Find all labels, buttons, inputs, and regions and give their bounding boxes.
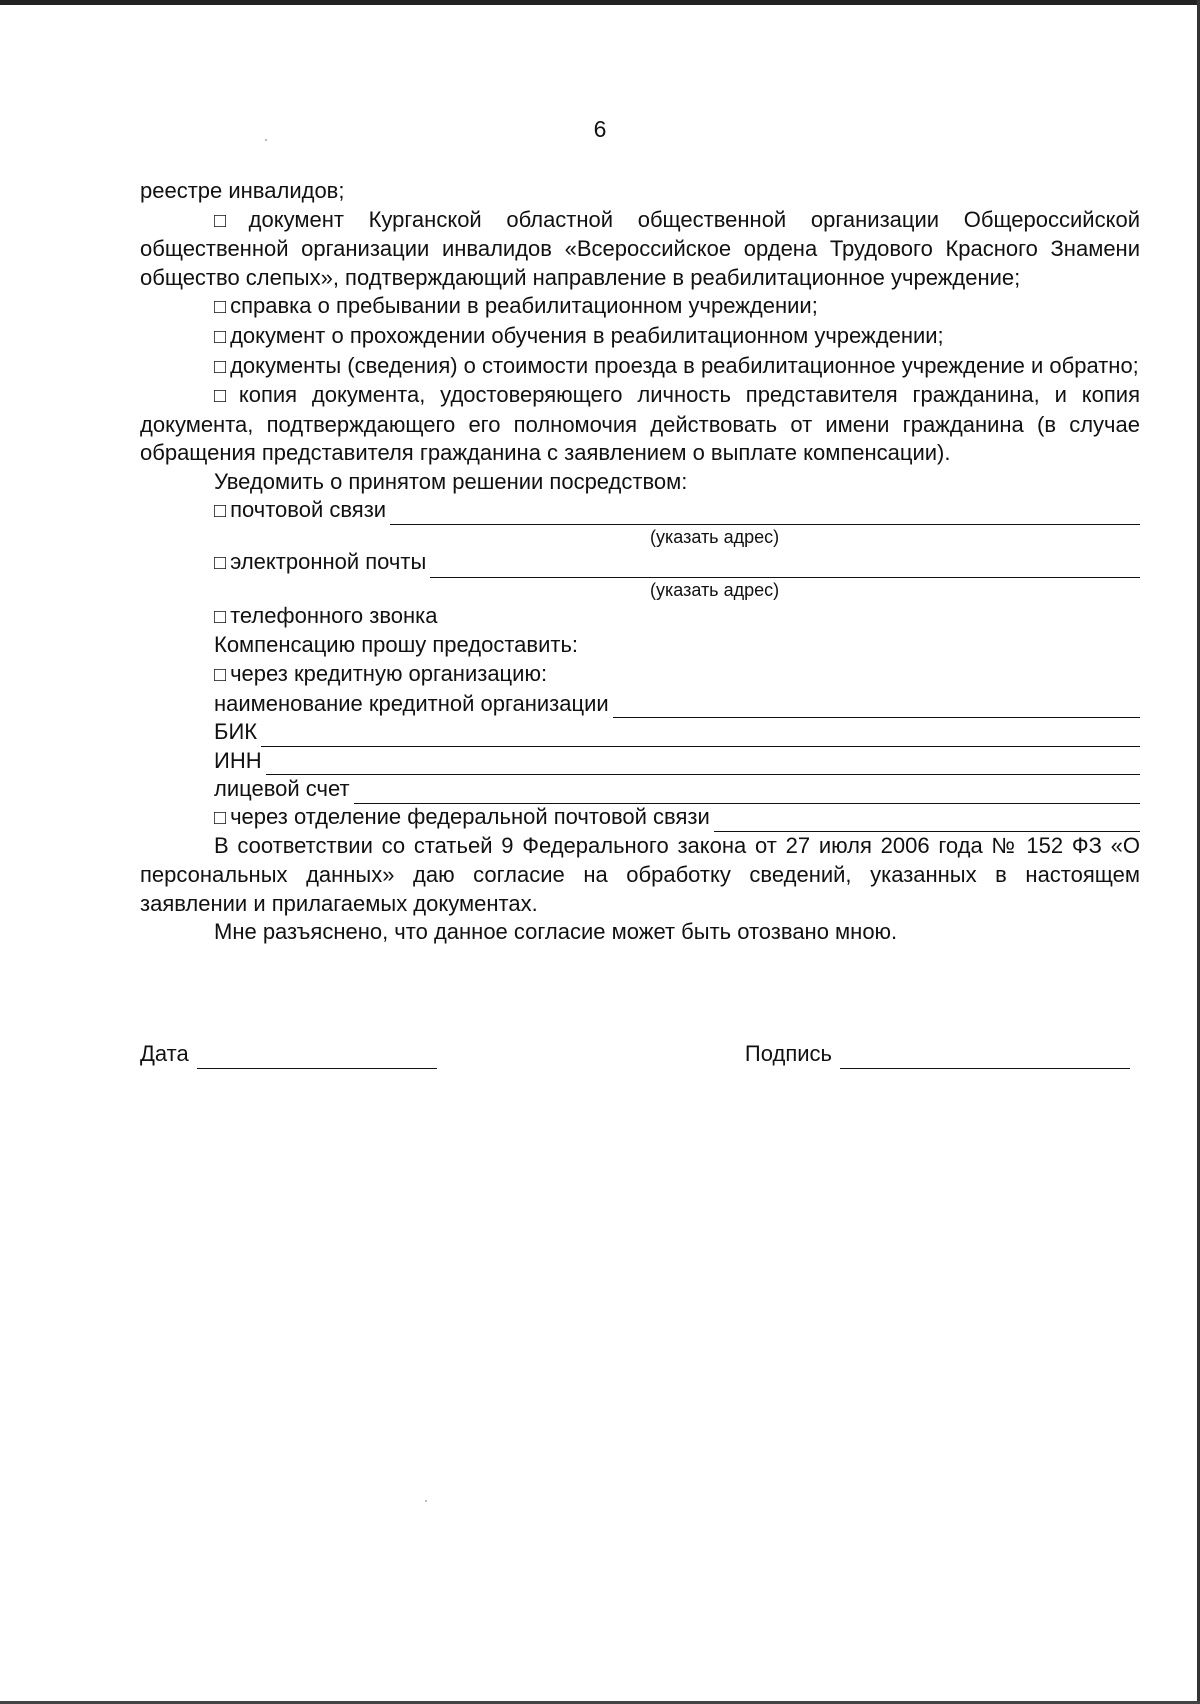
checkbox-icon[interactable]: □ xyxy=(214,296,227,319)
paragraph-registry: реестре инвалидов; xyxy=(140,178,345,203)
item-text: документы (сведения) о стоимости проезда в реабилитационное учреждение и обратно; xyxy=(230,352,1139,378)
post-office-field[interactable] xyxy=(714,810,1140,832)
inn-field[interactable] xyxy=(266,753,1140,775)
item-text: справка о пребывании в реабилитационном учреждении; xyxy=(230,293,818,319)
bik-row xyxy=(214,718,1140,747)
scan-edge-top xyxy=(0,0,1200,5)
post-office-label: □ через отделение федеральной почтовой связи xyxy=(214,803,710,829)
notify-phone-option: □ телефонного звонка xyxy=(214,602,438,628)
checkbox-icon[interactable]: □ xyxy=(214,355,227,378)
scan-speck xyxy=(425,1500,427,1502)
account-label: лицевой счет xyxy=(214,776,350,802)
notify-postal-row xyxy=(214,497,1140,526)
document-body xyxy=(140,177,1140,1069)
bik-label: БИК xyxy=(214,719,258,745)
checkbox-icon[interactable]: □ xyxy=(214,552,227,575)
notify-heading: Уведомить о принятом решении посредством: xyxy=(214,468,688,494)
postal-address-hint: (указать адрес) xyxy=(650,527,780,548)
date-label: Дата xyxy=(140,1041,189,1067)
item-text: копия документа, удостоверяющего личность представителя гражданина, и копия документа, подтверждающего его полномочия действовать от имени гражданина (в случае обращения представителя гражданина с заявлением о выплате компенсации). xyxy=(140,382,1140,466)
postal-address-field[interactable] xyxy=(390,503,1140,525)
inn-label: ИНН xyxy=(214,747,262,773)
checkbox-icon[interactable]: □ xyxy=(214,209,245,232)
consent-paragraph: В соответствии со статьей 9 Федерального закона от 27 июля 2006 года № 152 ФЗ «О персональных данных» даю согласие на обработку сведений, указанных в настоящем заявлении и прилагаемых документах. xyxy=(140,833,1140,916)
credit-org-field[interactable] xyxy=(613,696,1140,718)
item-society-document xyxy=(140,206,1140,293)
item-representative-copy xyxy=(140,381,1140,468)
signature-field[interactable] xyxy=(840,1047,1130,1069)
compensation-credit-option: □ через кредитную организацию: xyxy=(214,660,548,686)
account-row xyxy=(214,775,1140,804)
date-block xyxy=(140,1039,437,1069)
checkbox-icon[interactable]: □ xyxy=(214,605,227,628)
signature-block xyxy=(745,1039,1130,1069)
signature-area xyxy=(140,1039,1140,1069)
checkbox-icon[interactable]: □ xyxy=(214,325,227,348)
credit-org-label: наименование кредитной организации xyxy=(214,690,609,716)
checkbox-icon[interactable]: □ xyxy=(214,663,227,686)
item-text: документ Курганской областной общественной организации Общероссийской общественной организации инвалидов «Всероссийское ордена Трудового Красного Знамени общество слепых», подтверждающий направление в реабилитационное учреждение; xyxy=(140,206,1140,290)
revoke-paragraph: Мне разъяснено, что данное согласие может быть отозвано мною. xyxy=(214,919,898,945)
email-address-field[interactable] xyxy=(430,556,1140,578)
signature-label: Подпись xyxy=(744,1041,832,1067)
notify-email-label: □ электронной почты xyxy=(214,549,427,575)
notify-postal-label: □ почтовой связи xyxy=(214,496,387,522)
bik-field[interactable] xyxy=(261,725,1140,747)
post-office-row xyxy=(214,804,1140,833)
item-stay-certificate xyxy=(140,292,1140,322)
checkbox-icon[interactable]: □ xyxy=(214,499,227,522)
item-text: документ о прохождении обучения в реабилитационном учреждении; xyxy=(230,322,944,348)
date-field[interactable] xyxy=(197,1047,437,1069)
checkbox-icon[interactable]: □ xyxy=(214,385,235,408)
item-travel-cost xyxy=(140,352,1140,382)
item-training-document xyxy=(140,322,1140,352)
credit-org-row xyxy=(214,690,1140,719)
checkbox-icon[interactable]: □ xyxy=(214,806,227,829)
compensation-heading: Компенсацию прошу предоставить: xyxy=(214,632,579,658)
inn-row xyxy=(214,747,1140,776)
notify-email-row xyxy=(214,549,1140,578)
email-address-hint: (указать адрес) xyxy=(650,579,780,600)
page-number: 6 xyxy=(593,116,607,142)
account-field[interactable] xyxy=(354,782,1140,804)
